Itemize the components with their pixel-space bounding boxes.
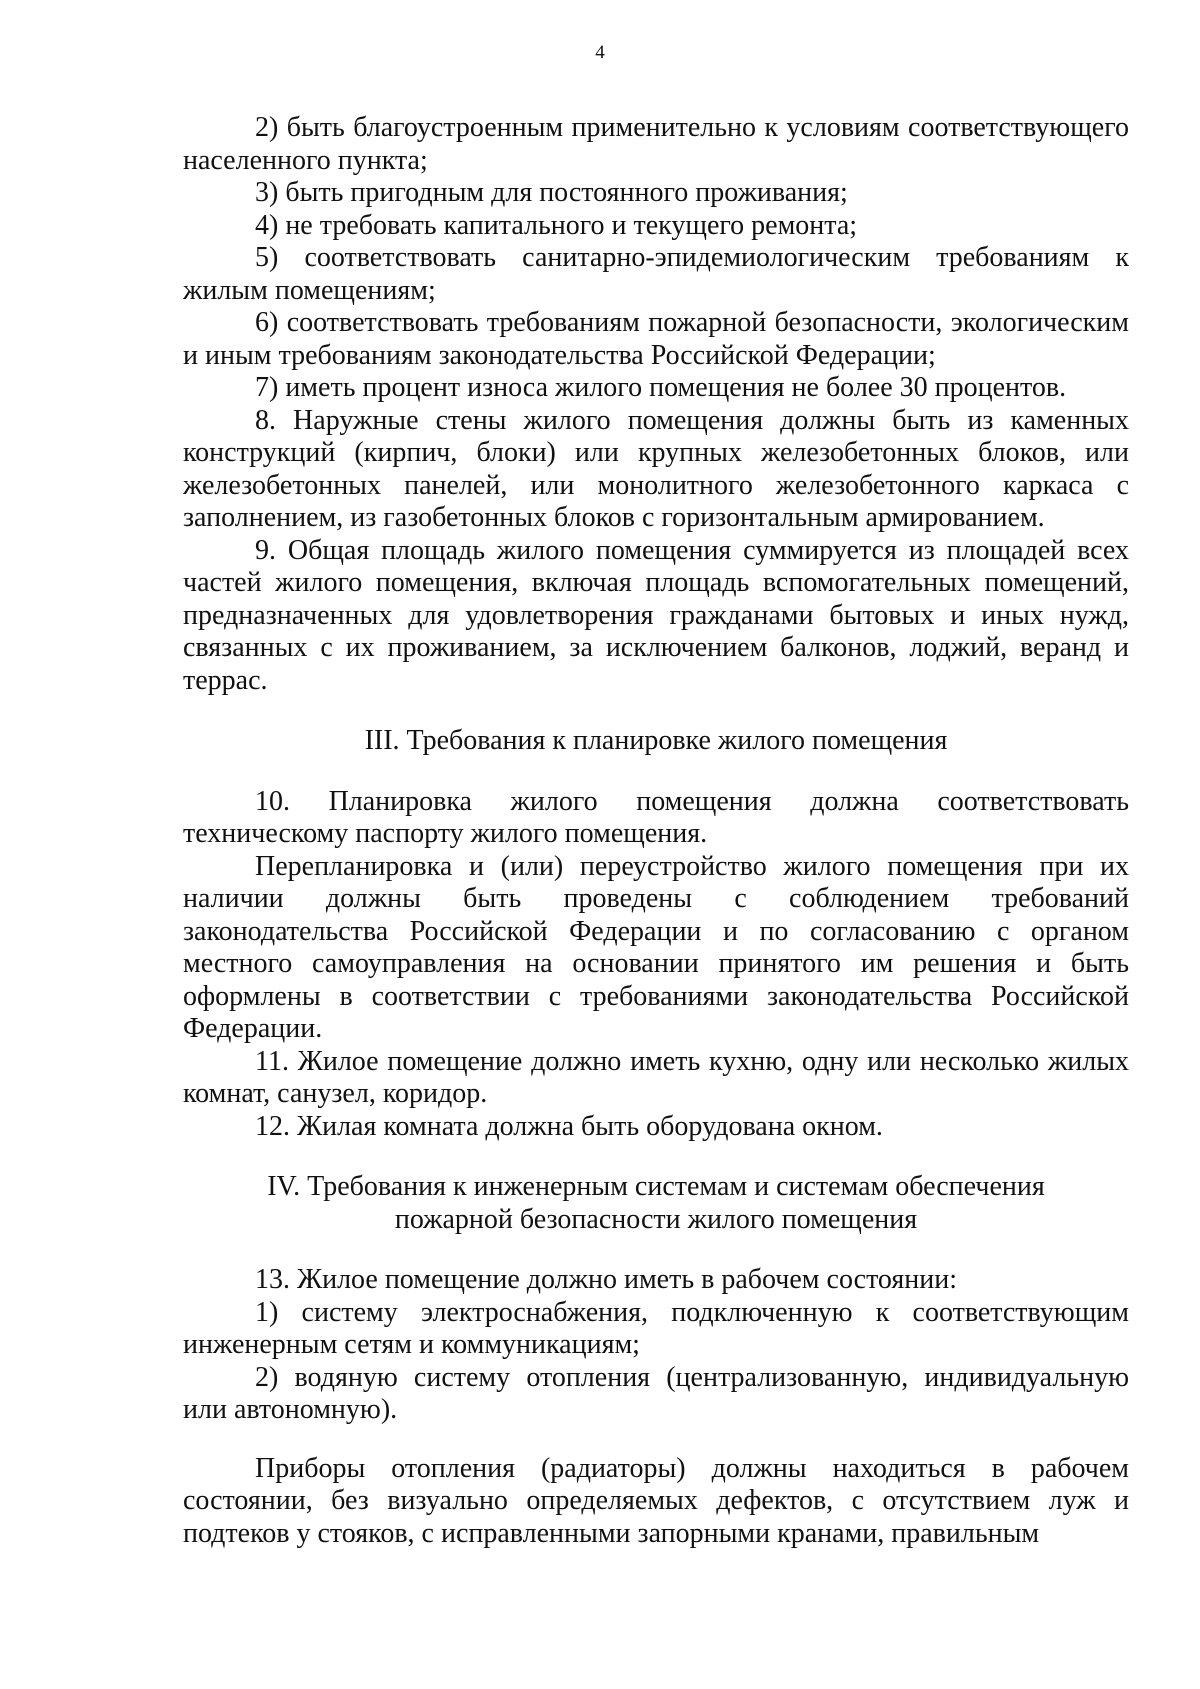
paragraph: 2) быть благоустроенным применительно к условиям соответствующего населенного пункта; [183, 112, 1129, 176]
page-number: 4 [595, 42, 605, 63]
paragraph: 12. Жилая комната должна быть оборудована окном. [255, 1110, 883, 1142]
paragraph: 11. Жилое помещение должно иметь кухню, одну или несколько жилых комнат, санузел, коридор. [183, 1045, 1129, 1109]
paragraph: 1) систему электроснабжения, подключенную к соответствующим инженерным сетям и коммуникациям; [183, 1296, 1129, 1360]
section-heading-4-line1: IV. Требования к инженерным системам и системам обеспечения [267, 1171, 1045, 1202]
paragraph: 2) водяную систему отопления (централизованную, индивидуальную или автономную). [183, 1361, 1129, 1425]
paragraph: Приборы отопления (радиаторы) должны находиться в рабочем состоянии, без визуально определяемых дефектов, с отсутствием луж и подтеков у стояков, с исправленными запорными кранами, правильным [183, 1452, 1129, 1549]
section-heading-4-line2: пожарной безопасности жилого помещения [394, 1203, 918, 1235]
document-body [183, 112, 1129, 1550]
paragraph: 13. Жилое помещение должно иметь в рабочем состоянии: [255, 1264, 958, 1295]
paragraph: 4) не требовать капитального и текущего ремонта; [255, 209, 858, 241]
paragraph: 8. Наружные стены жилого помещения должны быть из каменных конструкций (кирпич, блоки) или крупных железобетонных блоков, или железобетонных панелей, или монолитного железобетонного каркаса с заполнением, из газобетонных блоков с горизонтальным армированием. [183, 404, 1129, 533]
paragraph: 3) быть пригодным для постоянного проживания; [255, 177, 848, 208]
paragraph: 9. Общая площадь жилого помещения суммируется из площадей всех частей жилого помещения, включая площадь вспомогательных помещений, предназначенных для удовлетворения гражданами бытовых и иных нужд, связанных с их проживанием, за исключением балконов, лоджий, веранд и террас. [183, 534, 1129, 696]
paragraph: 7) иметь процент износа жилого помещения не более 30 процентов. [255, 372, 1067, 403]
paragraph: Перепланировка и (или) переустройство жилого помещения при их наличии должны быть проведены с соблюдением требований законодательства Российской Федерации и по согласованию с органом местного самоуправления на основании принятого им решения и быть оформлены в соответствии с требованиями законодательства Российской Федерации. [183, 850, 1129, 1044]
section-heading-3: III. Требования к планировке жилого помещения [364, 725, 948, 756]
paragraph: 6) соответствовать требованиям пожарной безопасности, экологическим и иным требованиям законодательства Российской Федерации; [183, 307, 1129, 371]
paragraph: 5) соответствовать санитарно-эпидемиологическим требованиям к жилым помещениям; [183, 242, 1129, 306]
paragraph: 10. Планировка жилого помещения должна соответствовать техническому паспорту жилого помещения. [183, 785, 1129, 849]
